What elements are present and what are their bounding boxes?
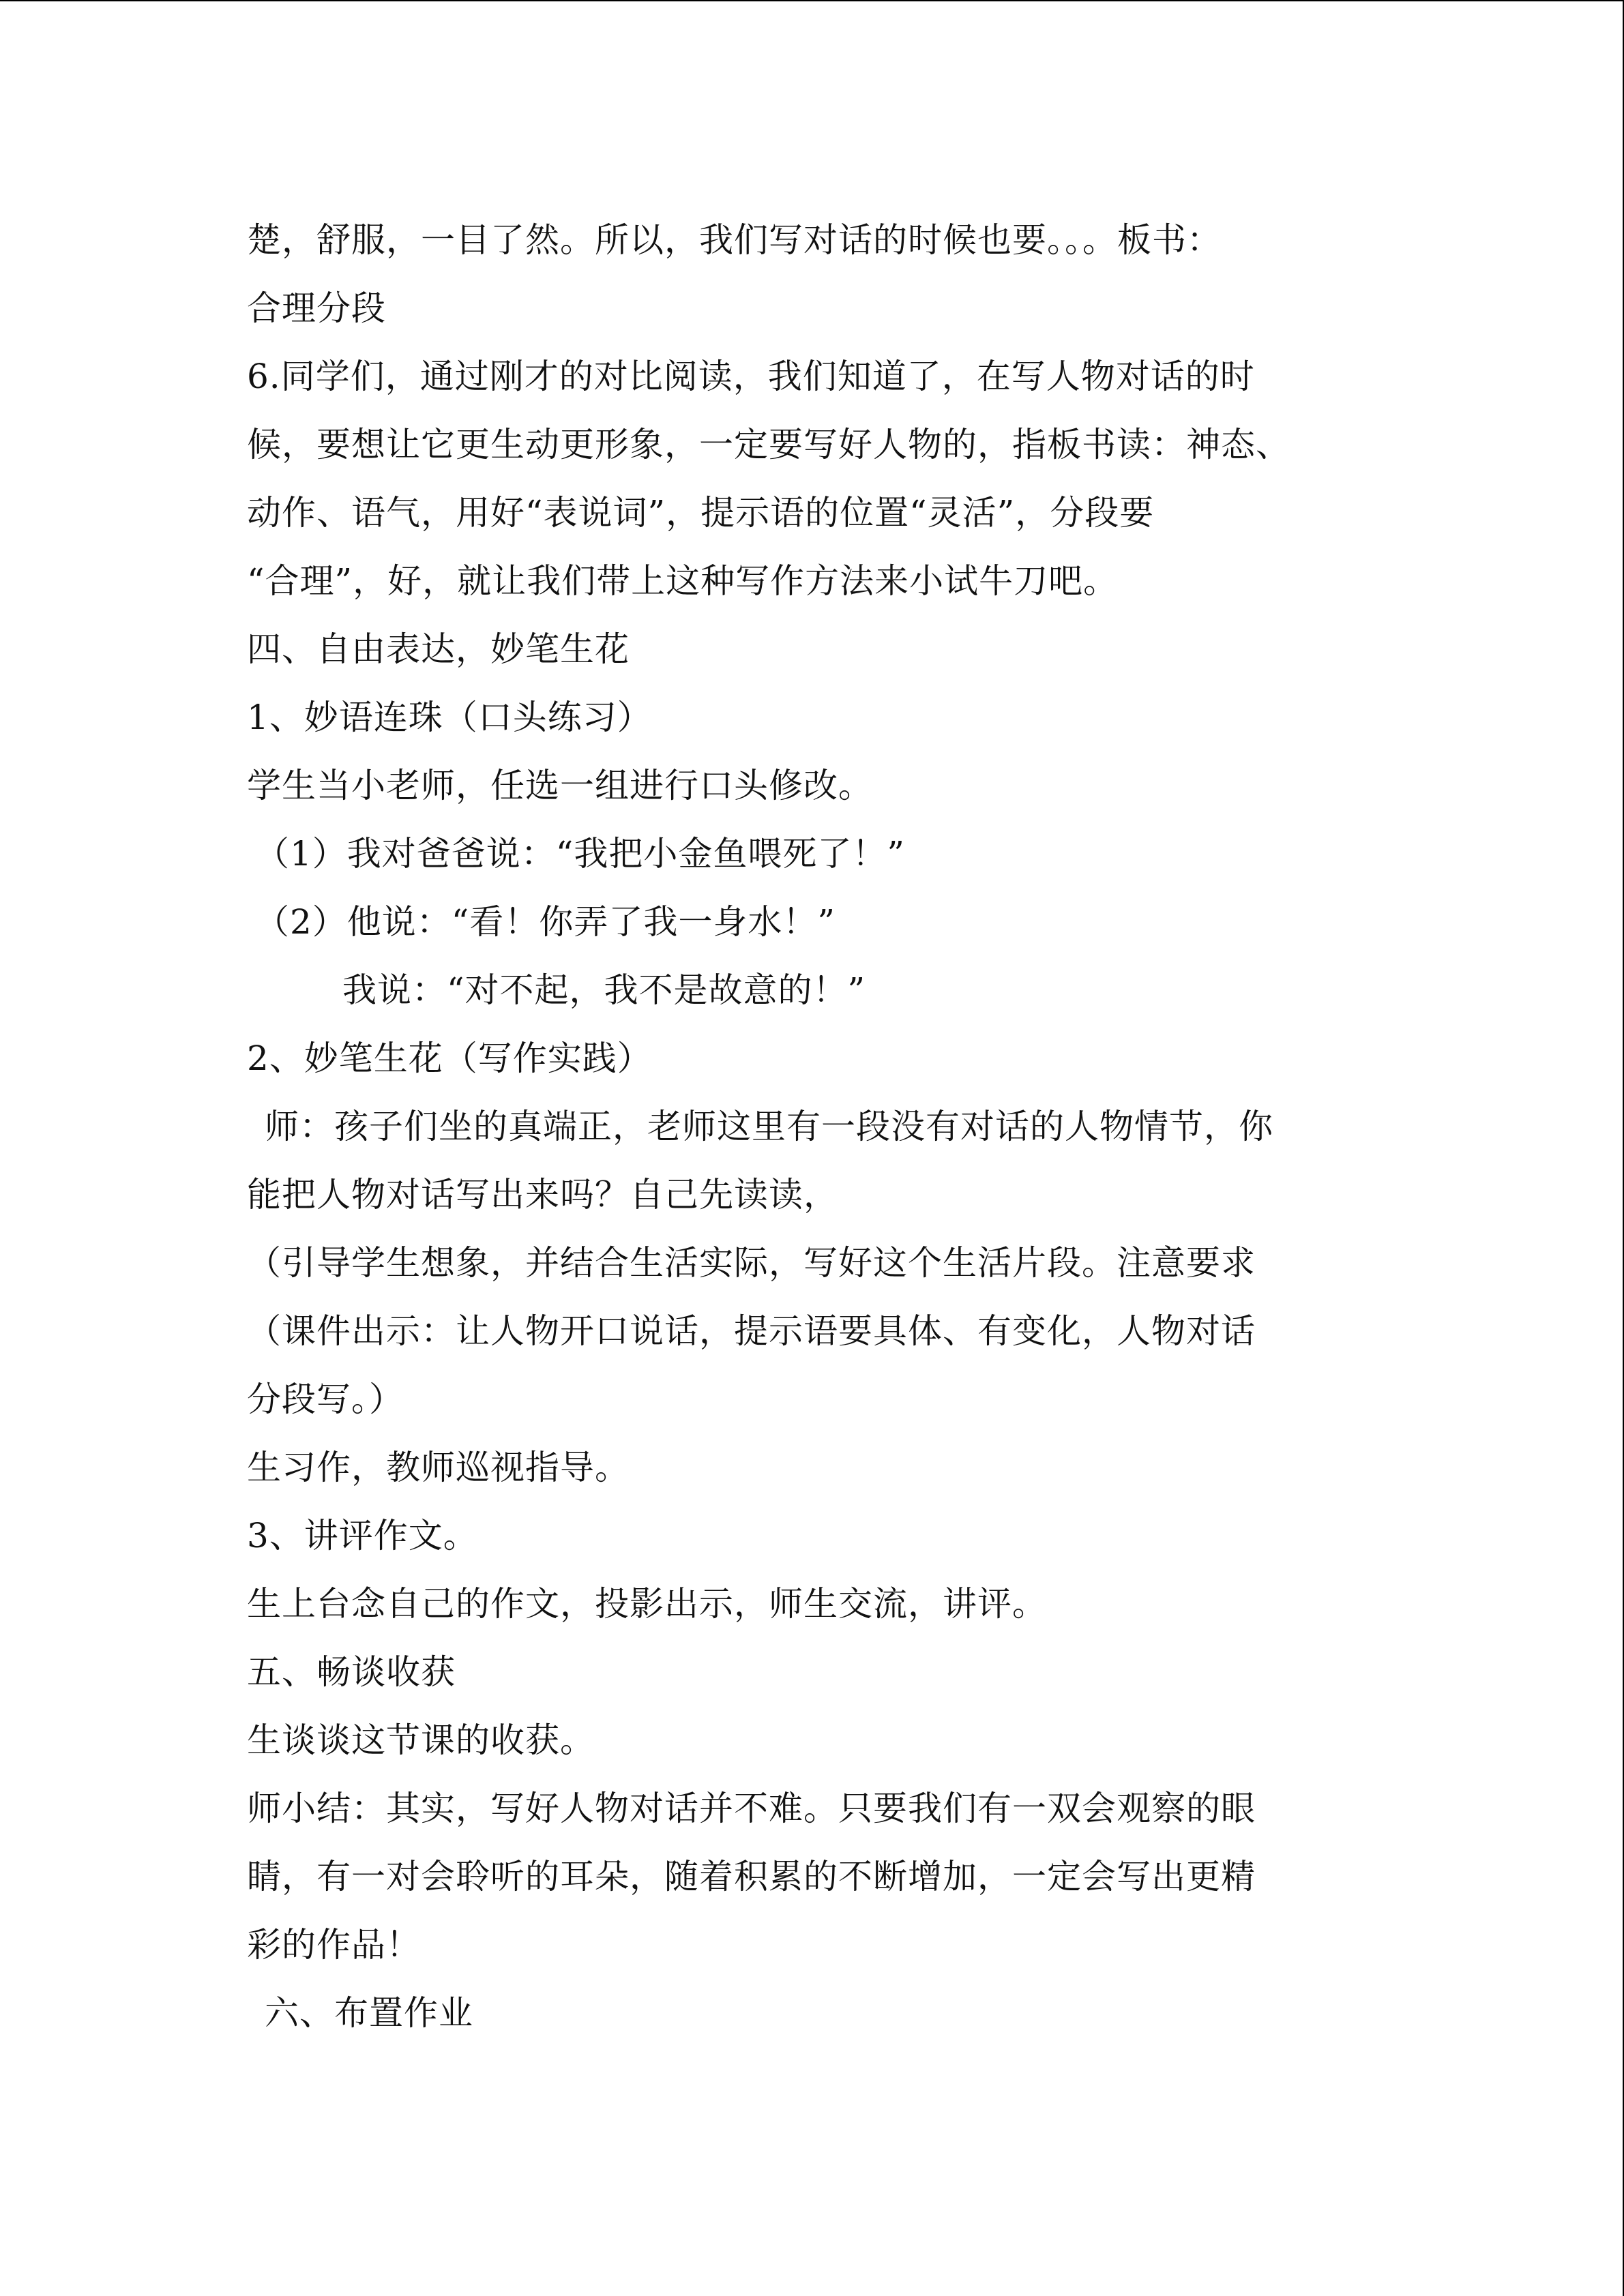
example-line: （1）我对爸爸说：“我把小金鱼喂死了！”	[255, 834, 905, 874]
text-line: 学生当小老师，任选一组进行口头修改。	[247, 766, 873, 805]
section-heading: 五、畅谈收获	[247, 1652, 456, 1692]
subsection-heading: 2、妙笔生花（写作实践）	[247, 1039, 652, 1078]
text-line: “合理”，好，就让我们带上这种写作方法来小试牛刀吧。	[247, 561, 1119, 601]
subsection-heading: 3、讲评作文。	[247, 1516, 478, 1555]
text-line: 分段写。）	[247, 1380, 404, 1419]
text-line: 合理分段	[247, 288, 386, 328]
text-line: （引导学生想象，并结合生活实际，写好这个生活片段。注意要求	[247, 1243, 1256, 1283]
text-line: 楚，舒服，一目了然。所以，我们写对话的时候也要。。。板书：	[247, 220, 1222, 260]
text-line: 生谈谈这节课的收获。	[247, 1720, 595, 1760]
text-line: 动作、语气，用好“表说词”，提示语的位置“灵活”，分段要	[247, 493, 1155, 533]
text-line: 师小结：其实，写好人物对话并不难。只要我们有一双会观察的眼	[247, 1789, 1256, 1828]
document-body	[247, 206, 1393, 2047]
text-line: 彩的作品！	[247, 1925, 421, 1965]
text-line: （课件出示：让人物开口说话，提示语要具体、有变化，人物对话	[247, 1311, 1256, 1351]
example-line: （2）他说：“看！你弄了我一身水！”	[255, 902, 836, 942]
section-heading: 六、布置作业	[265, 1993, 473, 2033]
example-line: 我说：“对不起，我不是故意的！”	[342, 970, 866, 1010]
text-line: 生习作，教师巡视指导。	[247, 1448, 630, 1487]
text-line: 候，要想让它更生动更形象，一定要写好人物的，指板书读：神态、	[247, 425, 1290, 464]
text-line: 6.同学们，通过刚才的对比阅读，我们知道了，在写人物对话的时	[247, 357, 1255, 396]
text-line: 能把人物对话写出来吗？自己先读读，	[247, 1175, 838, 1214]
text-line: 睛，有一对会聆听的耳朵，随着积累的不断增加，一定会写出更精	[247, 1857, 1256, 1896]
subsection-heading: 1、妙语连珠（口头练习）	[247, 698, 652, 737]
text-line: 师：孩子们坐的真端正，老师这里有一段没有对话的人物情节，你	[265, 1107, 1273, 1146]
section-heading: 四、自由表达，妙笔生花	[247, 629, 630, 669]
text-line: 生上台念自己的作文，投影出示，师生交流，讲评。	[247, 1584, 1047, 1624]
